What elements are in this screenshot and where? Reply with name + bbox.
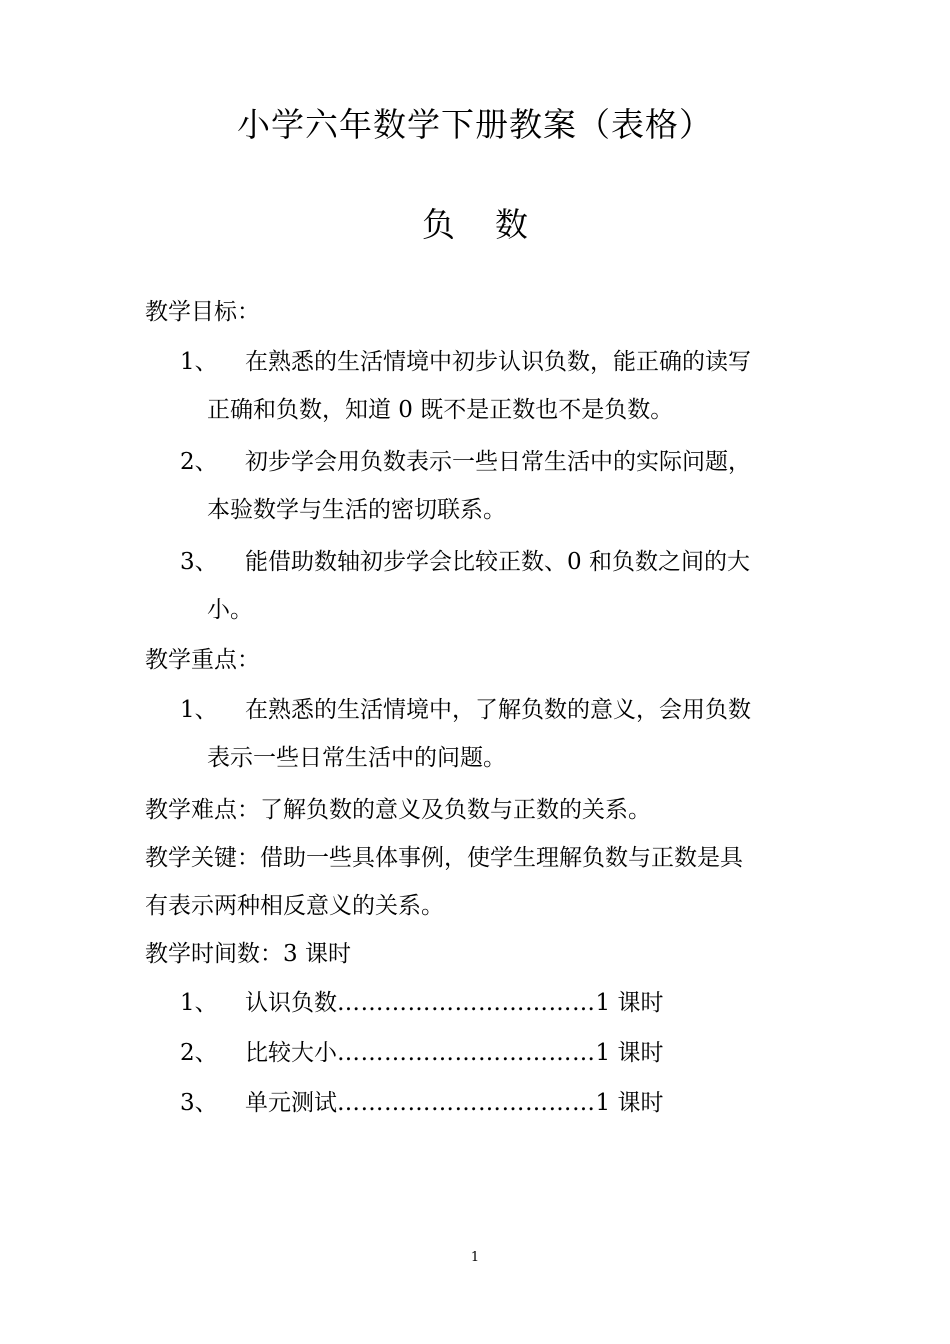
goal-item <box>145 538 810 634</box>
schedule-name: 认识负数 <box>245 990 337 1016</box>
schedule-leader: …………………………… <box>337 1040 596 1066</box>
key-text-line: 有表示两种相反意义的关系。 <box>145 893 444 919</box>
goal-item <box>145 438 810 534</box>
goal-number: 1、 <box>180 349 218 375</box>
goal-text-line: 在熟悉的生活情境中初步认识负数，能正确的读写 <box>245 349 751 375</box>
schedule-item <box>145 978 810 1028</box>
goal-text-line: 小。 <box>207 597 253 623</box>
schedule-item <box>145 1078 810 1128</box>
schedule-hours: 1 课时 <box>595 990 664 1016</box>
schedule-hours: 1 课时 <box>595 1090 664 1116</box>
goal-text-line: 初步学会用负数表示一些日常生活中的实际问题， <box>245 449 751 475</box>
schedule-name: 比较大小 <box>245 1040 337 1066</box>
goal-item <box>145 338 810 434</box>
keypoint-text-line: 表示一些日常生活中的问题。 <box>207 745 506 771</box>
goal-number: 2、 <box>180 449 218 475</box>
keypoint-text-line: 在熟悉的生活情境中，了解负数的意义，会用负数 <box>245 697 751 723</box>
goals-heading: 教学目标： <box>145 299 260 325</box>
document-body <box>145 290 810 1128</box>
lesson-title-char-1: 负 <box>422 205 455 244</box>
schedule-item <box>145 1028 810 1078</box>
schedule-leader: …………………………… <box>337 1090 596 1116</box>
goal-text-line: 正确和负数，知道 0 既不是正数也不是负数。 <box>207 397 674 423</box>
goal-number: 3、 <box>180 549 218 575</box>
goal-text-line: 本验数学与生活的密切联系。 <box>207 497 506 523</box>
lesson-title-char-2: 数 <box>495 205 528 244</box>
schedule-hours: 1 课时 <box>595 1040 664 1066</box>
key-text-line: 教学关键：借助一些具体事例，使学生理解负数与正数是具 <box>145 845 743 871</box>
schedule-leader: …………………………… <box>337 990 596 1016</box>
schedule-name: 单元测试 <box>245 1090 337 1116</box>
goal-text-line: 能借助数轴初步学会比较正数、0 和负数之间的大 <box>245 549 750 575</box>
page-number: 1 <box>470 1250 480 1265</box>
schedule-number: 2、 <box>180 1040 218 1066</box>
keypoint-item <box>145 686 810 782</box>
keypoint-number: 1、 <box>180 697 218 723</box>
schedule-number: 1、 <box>180 990 218 1016</box>
time-heading: 教学时间数：3 课时 <box>145 941 351 967</box>
lesson-title <box>0 200 950 250</box>
document-title: 小学六年数学下册教案（表格） <box>237 105 713 144</box>
difficulty-text: 教学难点：了解负数的意义及负数与正数的关系。 <box>145 797 651 823</box>
schedule-number: 3、 <box>180 1090 218 1116</box>
keypoints-heading: 教学重点： <box>145 647 260 673</box>
